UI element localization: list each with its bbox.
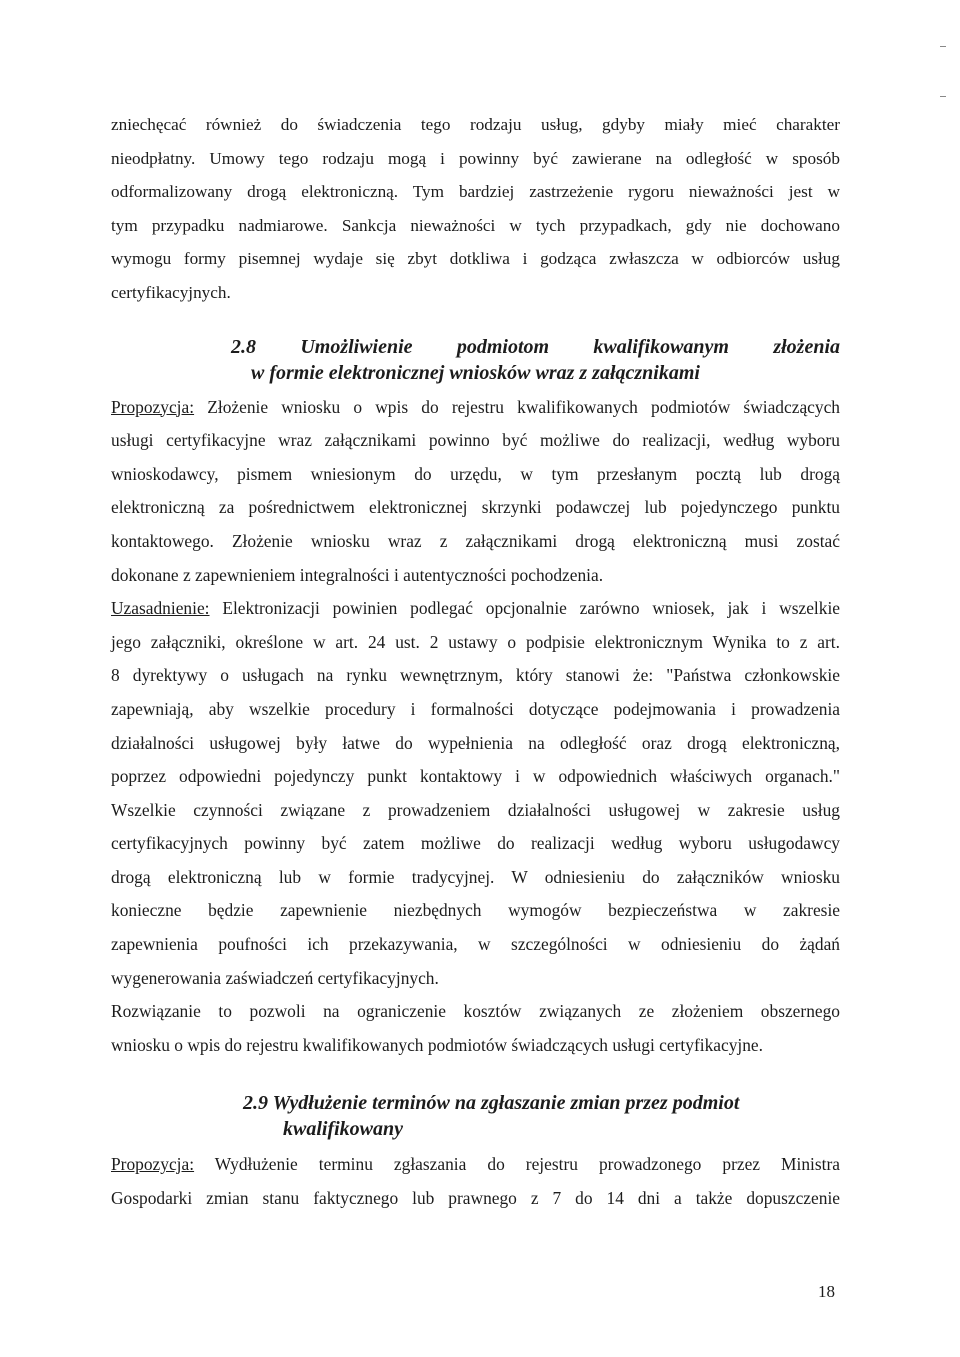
text-line: tym przypadku nadmiarowe. Sankcja nieważności w tych przypadkach, gdy nie dochowano (111, 215, 840, 235)
intro-paragraph (111, 108, 840, 310)
heading-line: 2.9 Wydłużenie terminów na zgłaszanie zmian przez podmiot (243, 1092, 740, 1115)
text-line: zapewniają, aby wszelkie procedury i formalności dotyczące podejmowania i prowadzenia (111, 698, 840, 719)
text-line (111, 1148, 840, 1182)
heading-line: 2.8 Umożliwienie podmiotom kwalifikowanym złożenia (231, 335, 840, 358)
text-line: certyfikacyjnych powinny być zatem możliwe do realizacji według wyboru usługodawcy (111, 833, 840, 854)
heading-line: kwalifikowany (283, 1118, 404, 1141)
text-line: dokonane z zapewnieniem integralności i autentyczności pochodzenia. (111, 564, 604, 585)
justification-label: Uzasadnienie: (111, 598, 210, 619)
text-line (111, 592, 840, 626)
text-line: poprzez odpowiedni pojedynczy punkt kontaktowy i w odpowiednich właściwych organach." (111, 766, 840, 787)
text-span: Wydłużenie terminu zgłaszania do rejestru prowadzonego przez Ministra (194, 1154, 840, 1175)
page-number: 18 (818, 1282, 835, 1301)
text-line: działalności usługowej były łatwe do wypełnienia na odległość oraz drogą elektroniczną, (111, 732, 840, 753)
section-2-8-proposal (111, 391, 840, 593)
section-2-8-heading (111, 334, 840, 386)
proposal-label: Propozycja: (111, 1154, 195, 1175)
scan-mark (940, 96, 946, 97)
text-line: wniosku o wpis do rejestru kwalifikowanych podmiotów świadczących usługi certyfikacyjne. (111, 1034, 763, 1055)
heading-line: w formie elektronicznej wniosków wraz z załącznikami (251, 361, 700, 384)
text-line: wygenerowania zaświadczeń certyfikacyjnych. (111, 967, 439, 988)
text-line (111, 391, 840, 425)
text-line: wnioskodawcy, pismem wniesionym do urzędu, w tym przesłanym pocztą lub drogą (111, 463, 840, 484)
section-2-8-justification (111, 592, 840, 995)
text-line: zniechęcać również do świadczenia tego rodzaju usług, gdyby miały mieć charakter (111, 115, 840, 134)
document-page (111, 108, 840, 1216)
text-line: Wszelkie czynności związane z prowadzeniem działalności usługowej w zakresie usług (111, 799, 840, 820)
text-span: Złożenie wniosku o wpis do rejestru kwalifikowanych podmiotów świadczących (194, 396, 840, 417)
text-line: Gospodarki zmian stanu faktycznego lub prawnego z 7 do 14 dni a także dopuszczenie (111, 1188, 840, 1209)
section-2-9-proposal (111, 1148, 840, 1215)
proposal-label: Propozycja: (111, 396, 195, 417)
text-line: konieczne będzie zapewnienie niezbędnych wymogów bezpieczeństwa w zakresie (111, 900, 840, 921)
text-line: kontaktowego. Złożenie wniosku wraz z załącznikami drogą elektroniczną musi zostać (111, 530, 840, 551)
text-line: zapewnienia poufności ich przekazywania, w szczególności w odniesieniu do żądań (111, 934, 840, 955)
text-line: certyfikacyjnych. (111, 282, 231, 302)
text-line: jego załączniki, określone w art. 24 ust. 2 ustawy o podpisie elektronicznym Wynika to z art. (111, 631, 840, 652)
text-line: 8 dyrektywy o usługach na rynku wewnętrznym, który stanowi że: "Państwa członkowskie (111, 665, 840, 686)
section-2-8-solution (111, 995, 840, 1062)
text-line: odformalizowany drogą elektroniczną. Tym bardziej zastrzeżenie rygoru nieważności jest w (111, 182, 840, 202)
text-line: drogą elektroniczną lub w formie tradycyjnej. W odniesieniu do załączników wniosku (111, 866, 840, 887)
text-line: usługi certyfikacyjne wraz załącznikami powinno być możliwe do realizacji, według wyboru (111, 430, 840, 451)
text-line: elektroniczną za pośrednictwem elektronicznej skrzynki podawczej lub pojedynczego punktu (111, 497, 840, 518)
section-2-9-heading (111, 1090, 840, 1142)
text-line: wymogu formy pisemnej wydaje się zbyt dotkliwa i godząca zwłaszcza w odbiorców usług (111, 249, 840, 269)
text-line: Rozwiązanie to pozwoli na ograniczenie kosztów związanych ze złożeniem obszernego (111, 1001, 840, 1022)
scan-mark (940, 46, 946, 47)
text-span: Elektronizacji powinien podlegać opcjonalnie zarówno wniosek, jak i wszelkie (209, 598, 840, 619)
text-line: nieodpłatny. Umowy tego rodzaju mogą i powinny być zawierane na odległość w sposób (111, 148, 840, 168)
